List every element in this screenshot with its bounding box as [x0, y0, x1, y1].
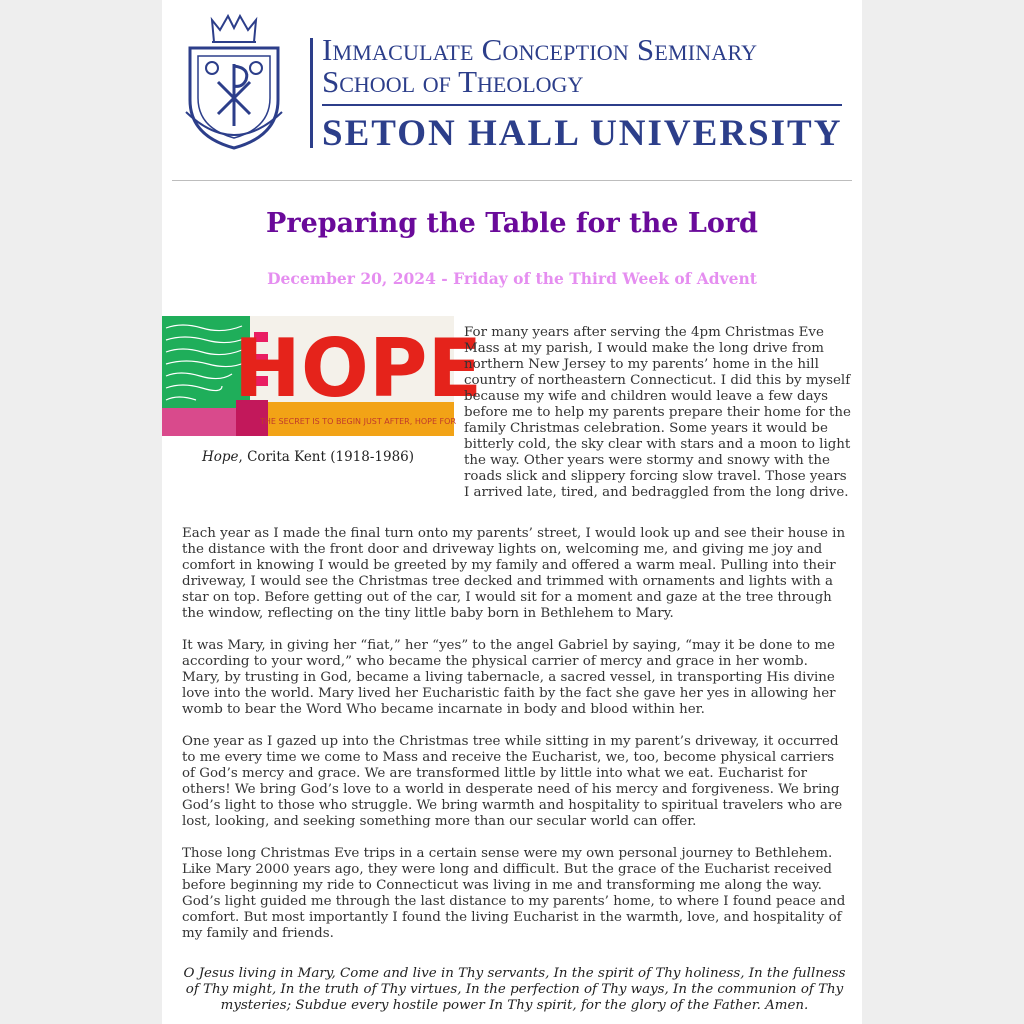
image-caption: [162, 449, 454, 465]
closing-prayer: O Jesus living in Mary, Come and live in Thy servants, In the spirit of Thy holiness, In the fullness of Thy might, In the truth of Thy virtues, In the perfection of Thy ways, In the communion of Thy mysteries; Subdue every hostile power In Thy spirit, for the glory of the Father. Amen.: [183, 966, 846, 1013]
seminary-crest-logo: [182, 8, 286, 153]
header-divider-vertical: [310, 38, 313, 148]
newsletter-page: [162, 0, 862, 1024]
school-name: School of Theology: [322, 64, 584, 99]
article-paragraph: It was Mary, in giving her “fiat,” her “yes” to the angel Gabriel by saying, “may it be done to me according to your word,” who became the physical carrier of mercy and grace in her womb. Mary, by trusting in God, became a living tabernacle, a sacred vessel, in transporting His divine love into the world. Mary lived her Eucharistic faith by the fact she gave her yes in allowing her womb to bear the Word Who became incarnate in body and blood within her.: [182, 638, 836, 717]
university-name: SETON HALL UNIVERSITY: [322, 113, 843, 154]
hope-artwork-image: [162, 316, 483, 436]
article-paragraph: One year as I gazed up into the Christmas tree while sitting in my parent’s driveway, it occurred to me every time we come to Mass and receive the Eucharist, we, too, become physical carriers of God’s mercy and grace. We are transformed little by little into what we eat. Eucharist for others! We bring God’s love to a world in desperate need of his mercy and forgiveness. We bring God’s light to those who struggle. We bring warmth and hospitality to spiritual travelers who are lost, looking, and seeking something more than our secular world can offer.: [182, 734, 843, 829]
article-title: Preparing the Table for the Lord: [266, 208, 758, 239]
article-paragraph: Those long Christmas Eve trips in a certain sense were my own personal journey to Bethlehem. Like Mary 2000 years ago, they were long and difficult. But the grace of the Eucharist received before beginning my ride to Connecticut was living in me and transforming me along the way. God’s light guided me through the last distance to my parents’ home, to where I found peace and comfort. But most importantly I found the living Eucharist in the warmth, love, and hospitality of my family and friends.: [182, 846, 846, 941]
seminary-name: Immaculate Conception Seminary: [322, 32, 758, 67]
article-paragraph: Each year as I made the final turn onto my parents’ street, I would look up and see their house in the distance with the front door and driveway lights on, welcoming me, and giving me joy and comfort in knowing I would be greeted by my family and offered a warm meal. Pulling into their driveway, I would see the Christmas tree decked and trimmed with ornaments and lights with a star on top. Before getting out of the car, I would sit for a moment and gaze at the tree through the window, reflecting on the tiny little baby born in Bethlehem to Mary.: [182, 526, 846, 621]
article-paragraph: For many years after serving the 4pm Christmas Eve Mass at my parish, I would make the long drive from northern New Jersey to my parents’ home in the hill country of northeastern Connecticut. I did this by myself because my wife and children would leave a few days before me to help my parents prepare their home for the family Christmas celebration. Some years it would be bitterly cold, the sky clear with stars and a moon to light the way. Other years were stormy and snowy with the roads slick and slippery forcing slow travel. Those years I arrived late, tired, and bedraggled from the long drive.: [464, 325, 851, 500]
header-divider-horizontal: [322, 104, 842, 106]
svg-text:THE SECRET IS TO BEGIN JUST AF: THE SECRET IS TO BEGIN JUST AFTER, HOPE FOR: [259, 417, 457, 426]
article-date: December 20, 2024 - Friday of the Third Week of Advent: [267, 269, 757, 288]
hope-artwork-word: HOPE: [233, 322, 483, 415]
caption-artwork-title: Hope: [201, 449, 239, 465]
seminary-header: [182, 8, 842, 153]
header-rule: [172, 180, 852, 181]
caption-artist: , Corita Kent (1918-1986): [238, 449, 415, 465]
